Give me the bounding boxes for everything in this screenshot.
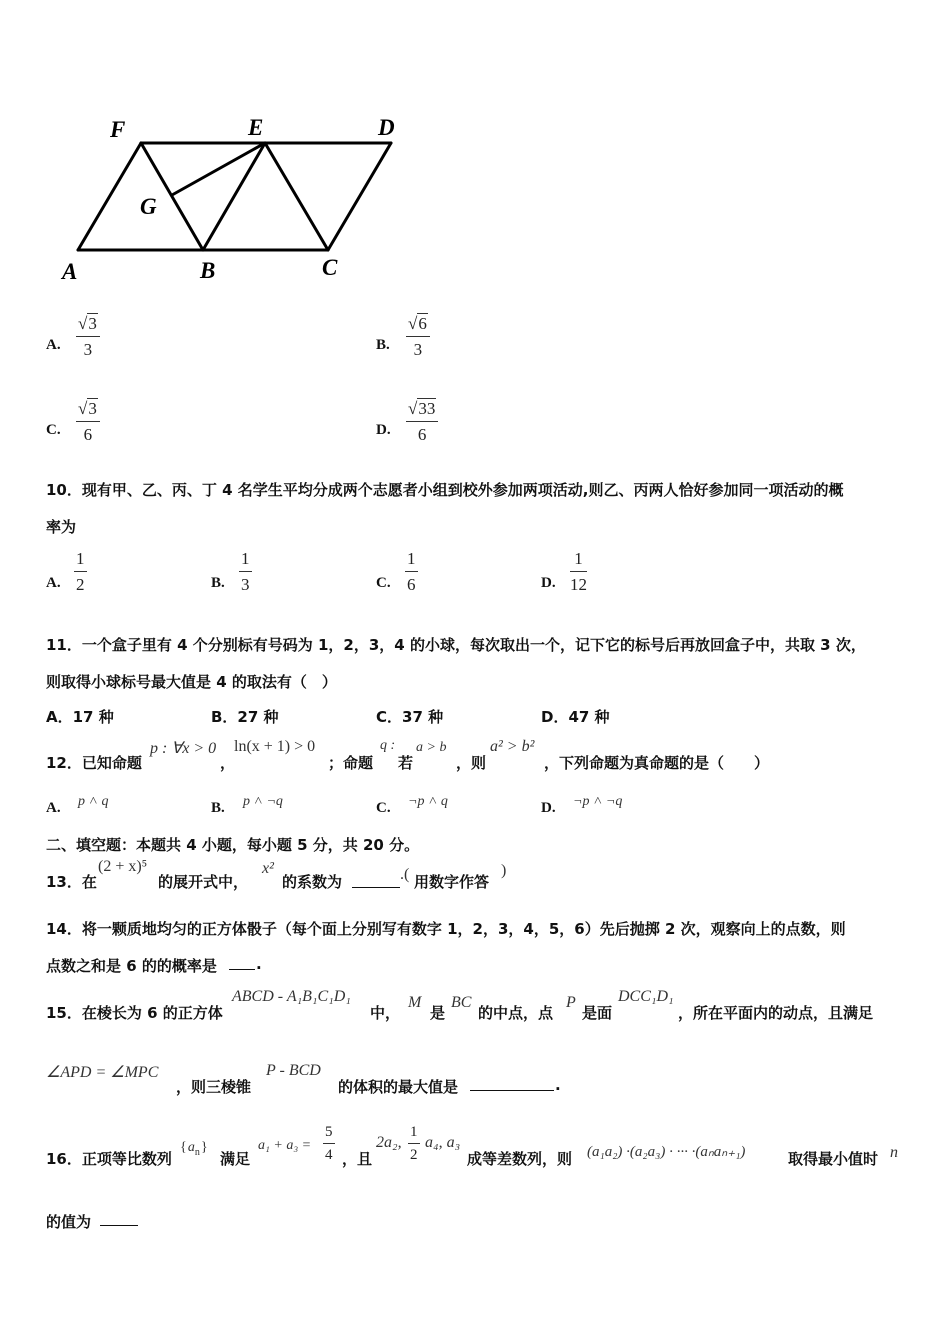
q12-ln-expr: ln(x + 1) > 0 (234, 738, 316, 755)
segment-AF (78, 143, 141, 250)
q13-tail-open: .( (400, 866, 410, 883)
q16-sum: a₁ + a₃ = (258, 1138, 312, 1153)
q10-option-A-fraction: $\frac{1}{2}$ (76, 549, 85, 594)
q16-product: (a₁a₂) ·(a₂a₃) · ··· ·(aₙaₙ₊₁) (587, 1144, 746, 1160)
q15-zhong: 中， (370, 1004, 401, 1022)
q16-line2: 的值为 (46, 1213, 92, 1231)
q9-option-C-fraction: $\frac{√3}{6}$ (76, 399, 100, 445)
q16-prefix: 16．正项等比数列 (46, 1150, 172, 1168)
q12-q-expr: q : (380, 738, 396, 753)
label-E: E (248, 115, 264, 140)
q10-line2: 率为 (46, 518, 77, 536)
q9-option-B-letter[interactable]: B. (376, 337, 390, 353)
label-G: G (140, 194, 157, 219)
q12-option-D-expr: ¬p ˄ ¬q (573, 794, 623, 809)
q16-terms-a: 2a₂, (376, 1134, 402, 1151)
q15-M: M (408, 994, 422, 1011)
q11-option-A[interactable]: A．17 种 (46, 708, 114, 726)
q12-comma: ， (220, 754, 236, 772)
q15-face: DCC₁D₁ (618, 988, 674, 1005)
segment-CD (328, 143, 391, 250)
q10-option-B-letter[interactable]: B. (211, 575, 225, 591)
q12-option-B-letter[interactable]: B. (211, 800, 225, 816)
label-B: B (200, 258, 216, 283)
q14-line2: 点数之和是 6 的的概率是 (46, 957, 217, 975)
q15-line2-mid: ，则三棱锥 (176, 1078, 252, 1096)
q15-BC: BC (451, 994, 472, 1011)
q10-option-C-letter[interactable]: C. (376, 575, 391, 591)
q12-p-expr: p : ∀x > 0 (150, 740, 217, 757)
q12-ze: ，则 (456, 754, 487, 772)
q14-end: . (256, 955, 262, 973)
q10-option-C-fraction: $\frac{1}{6}$ (407, 549, 416, 594)
q14-line1: 14．将一颗质地均匀的正方体骰子（每个面上分别写有数字 1，2，3，4，5，6）先后抛掷 2 次，观察向上的点数，则 (46, 920, 846, 938)
q12-semi: ；命题 (328, 754, 374, 772)
q12-suffix: ，下列命题为真命题的是（ ） (544, 754, 770, 772)
q13-tail-close: ) (501, 862, 507, 879)
q16-mid: 成等差数列，则 (467, 1150, 573, 1168)
q16-answer-blank[interactable] (100, 1211, 138, 1226)
q15-angle: ∠APD = ∠MPC (46, 1064, 159, 1081)
q12-option-B-expr: p ˄ ¬q (243, 794, 283, 809)
q11-option-B[interactable]: B．27 种 (211, 708, 279, 726)
q16-terms-b: a₄, a₃ (425, 1134, 461, 1151)
q12-prefix: 12．已知命题 (46, 754, 142, 772)
q12-option-D-letter[interactable]: D. (541, 800, 556, 816)
q13-tail-text: 用数字作答 (414, 873, 490, 891)
q12-ab: a > b (416, 740, 447, 755)
q11-line2: 则取得小球标号最大值是 4 的取法有（ ） (46, 673, 337, 691)
q12-option-A-letter[interactable]: A. (46, 800, 61, 816)
q10-line1: 10．现有甲、乙、丙、丁 4 名学生平均分成两个志愿者小组到校外参加两项活动,则乙、丙两人恰好参加同一项活动的概 (46, 481, 844, 499)
q9-option-D-fraction: $\frac{√33}{6}$ (406, 399, 438, 445)
q9-option-D-letter[interactable]: D. (376, 422, 391, 438)
q16-sum-fraction: $\frac{5}{4}$ (325, 1124, 333, 1163)
q15-rest: ，所在平面内的动点，且满足 (678, 1004, 874, 1022)
q9-option-C-letter[interactable]: C. (46, 422, 61, 438)
q15-pyramid: P - BCD (266, 1062, 321, 1079)
q16-tail: 取得最小值时 (788, 1150, 879, 1168)
q16-qie: ，且 (342, 1150, 373, 1168)
q13-after: 的系数为 (282, 873, 343, 891)
q11-option-C[interactable]: C．37 种 (376, 708, 444, 726)
section-2-heading: 二、填空题：本题共 4 小题，每小题 5 分，共 20 分。 (46, 836, 420, 854)
q15-shi: 是 (430, 1004, 446, 1022)
q9-option-A-fraction: $\frac{√3}{3}$ (76, 314, 100, 360)
q13-x2: x² (262, 860, 274, 877)
q11-line1: 11．一个盒子里有 4 个分别标有号码为 1，2，3，4 的小球，每次取出一个，记下它的标号后再放回盒子中，共取 3 次， (46, 636, 866, 654)
geometry-figure (50, 110, 430, 290)
q15-cube: ABCD - A₁B₁C₁D₁ (232, 988, 351, 1005)
q16-sequence: { $a_n$ } (180, 1140, 208, 1158)
q15-mid: 的中点，点 (478, 1004, 554, 1022)
label-C: C (322, 255, 338, 280)
q11-option-D[interactable]: D．47 种 (541, 708, 610, 726)
q12-option-C-letter[interactable]: C. (376, 800, 391, 816)
q15-prefix: 15．在棱长为 6 的正方体 (46, 1004, 223, 1022)
q15-line2-tail: 的体积的最大值是 (338, 1078, 459, 1096)
q13-prefix: 13．在 (46, 873, 97, 891)
q16-cond: 满足 (220, 1150, 251, 1168)
q15-end: . (555, 1076, 561, 1094)
q12-option-C-expr: ¬p ˄ q (408, 794, 448, 809)
q15-answer-blank[interactable] (470, 1076, 554, 1091)
label-D: D (378, 115, 395, 140)
q15-face-pre: 是面 (582, 1004, 613, 1022)
segment-EC (265, 143, 328, 250)
q10-option-D-fraction: $\frac{1}{12}$ (570, 549, 587, 594)
label-F: F (110, 117, 126, 142)
q9-option-A-letter[interactable]: A. (46, 337, 61, 353)
q13-answer-blank[interactable] (352, 873, 400, 888)
q14-answer-blank[interactable] (229, 955, 255, 970)
q16-half-fraction: $\frac{1}{2}$ (410, 1124, 418, 1163)
q9-option-B-fraction: $\frac{√6}{3}$ (406, 314, 430, 360)
q12-option-A-expr: p ˄ q (78, 794, 109, 809)
q12-a2b2: a² > b² (490, 738, 535, 755)
q12-ruo: 若 (398, 754, 414, 772)
q13-binomial: (2 + x)⁵ (98, 858, 148, 875)
label-A: A (62, 259, 78, 284)
q15-P: P (566, 994, 576, 1011)
q13-mid: 的展开式中， (158, 873, 249, 891)
q10-option-B-fraction: $\frac{1}{3}$ (241, 549, 250, 594)
q16-n: n (890, 1144, 898, 1161)
q10-option-D-letter[interactable]: D. (541, 575, 556, 591)
q10-option-A-letter[interactable]: A. (46, 575, 61, 591)
